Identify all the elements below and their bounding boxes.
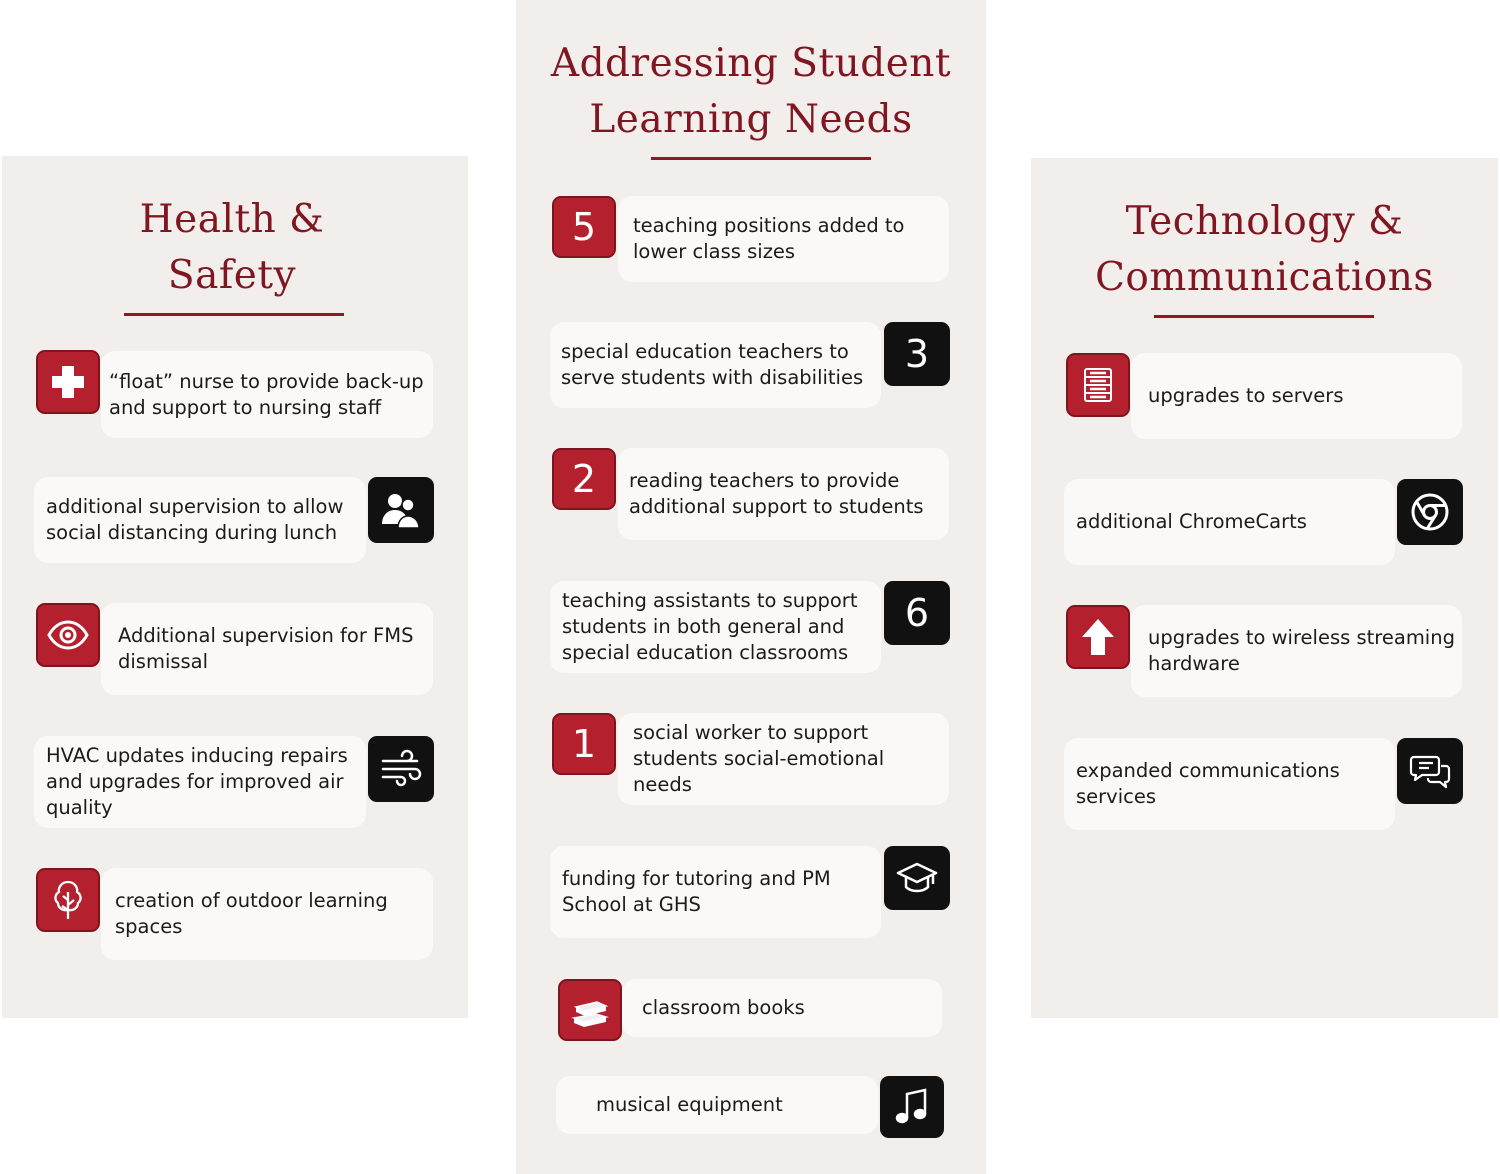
technology-title: Technology & Communications xyxy=(1095,199,1434,300)
technology-panel xyxy=(1031,158,1498,1018)
health-safety-title: Health & Safety xyxy=(139,197,325,298)
number-badge-2: 2 xyxy=(552,448,616,510)
learning-item-tutoring: funding for tutoring and PM School at GHS xyxy=(550,846,881,938)
learning-item-musical-equipment: musical equipment xyxy=(556,1076,878,1134)
number-badge-1: 1 xyxy=(552,713,616,775)
graduation-cap-icon xyxy=(884,846,950,910)
chat-bubbles-icon xyxy=(1397,738,1463,804)
learning-needs-title-rule xyxy=(651,157,871,160)
eye-icon xyxy=(36,603,100,667)
learning-item-classroom-books: classroom books xyxy=(622,979,942,1037)
medical-cross-icon xyxy=(36,350,100,414)
number-badge-5: 5 xyxy=(552,196,616,258)
people-icon xyxy=(368,477,434,543)
health-item-hvac: HVAC updates inducing repairs and upgrades for improved air quality xyxy=(34,736,366,828)
technology-title-rule xyxy=(1154,315,1374,318)
tech-item-servers: upgrades to servers xyxy=(1131,353,1462,439)
learning-item-teaching-positions: teaching positions added to lower class sizes xyxy=(618,196,949,282)
learning-item-reading-teachers: reading teachers to provide additional support to students xyxy=(618,448,949,540)
upload-arrow-icon xyxy=(1066,605,1130,669)
wind-icon xyxy=(368,736,434,802)
server-icon xyxy=(1066,353,1130,417)
learning-item-social-worker: social worker to support students social-emotional needs xyxy=(618,713,949,805)
tech-item-chromecarts: additional ChromeCarts xyxy=(1064,479,1395,565)
books-icon xyxy=(558,979,622,1041)
health-item-float-nurse: “float” nurse to provide back-up and support to nursing staff xyxy=(101,351,433,438)
learning-item-special-ed-teachers: special education teachers to serve students with disabilities xyxy=(550,322,881,408)
tech-item-communications: expanded communications services xyxy=(1064,738,1395,830)
health-item-fms-dismissal: Additional supervision for FMS dismissal xyxy=(101,603,433,695)
learning-item-teaching-assistants: teaching assistants to support students in both general and special education classrooms xyxy=(550,581,881,673)
learning-needs-title: Addressing Student Learning Needs xyxy=(550,41,952,142)
health-safety-title-rule xyxy=(124,313,344,316)
tech-item-wireless-streaming: upgrades to wireless streaming hardware xyxy=(1131,605,1462,697)
chrome-icon xyxy=(1397,479,1463,545)
number-badge-3: 3 xyxy=(884,322,950,386)
health-item-lunch-supervision: additional supervision to allow social distancing during lunch xyxy=(34,477,366,563)
tree-icon xyxy=(36,868,100,932)
health-item-outdoor-spaces: creation of outdoor learning spaces xyxy=(101,868,433,960)
music-note-icon xyxy=(880,1076,944,1138)
number-badge-6: 6 xyxy=(884,581,950,645)
